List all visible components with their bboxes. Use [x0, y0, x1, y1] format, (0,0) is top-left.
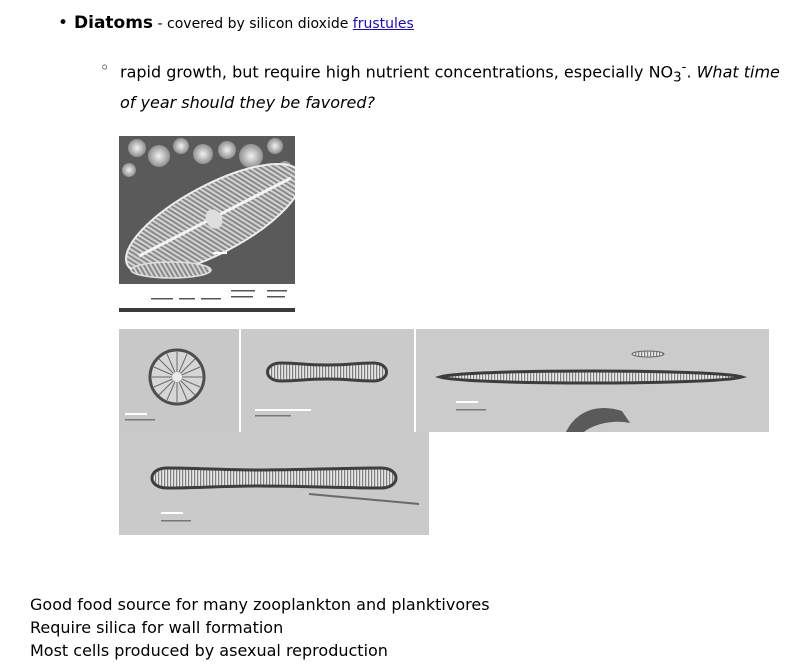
note-food-source: Good food source for many zooplankton and planktivores — [30, 595, 490, 614]
sem-diatom-micrograph — [119, 136, 295, 312]
diatoms-separator: - — [153, 16, 168, 32]
bullet-disc-icon: • — [58, 13, 69, 33]
bullet-circle-icon: ◦ — [100, 58, 110, 77]
elongated-diatom-graphic — [416, 329, 769, 432]
light-micrograph-constricted — [241, 329, 414, 432]
linear-diatom-graphic — [119, 432, 429, 535]
growth-text-a: rapid growth, but require high nutrient concentrations, especially NO — [120, 62, 674, 82]
light-micrograph-elongated — [416, 329, 769, 432]
frustules-link[interactable]: frustules — [352, 16, 414, 32]
diatoms-description: covered by silicon dioxide — [167, 16, 353, 32]
light-micrograph-linear — [119, 432, 429, 535]
no3-subscript: 3 — [673, 70, 682, 86]
growth-text — [100, 56, 790, 115]
growth-text-b: . — [686, 62, 697, 82]
note-asexual: Most cells produced by asexual reproduction — [30, 641, 388, 660]
light-micrograph-centric — [119, 329, 239, 432]
diatoms-bullet — [58, 13, 414, 33]
growth-sub-bullet — [100, 56, 790, 115]
note-silica: Require silica for wall formation — [30, 618, 284, 637]
diatoms-term: Diatoms — [74, 13, 154, 33]
season-question: What time of year should they be favored? — [120, 62, 780, 112]
sem-diatom-graphic — [119, 136, 295, 312]
constricted-diatom-graphic — [241, 329, 414, 432]
centric-diatom-graphic — [119, 329, 239, 432]
no3-superscript: - — [681, 60, 687, 75]
